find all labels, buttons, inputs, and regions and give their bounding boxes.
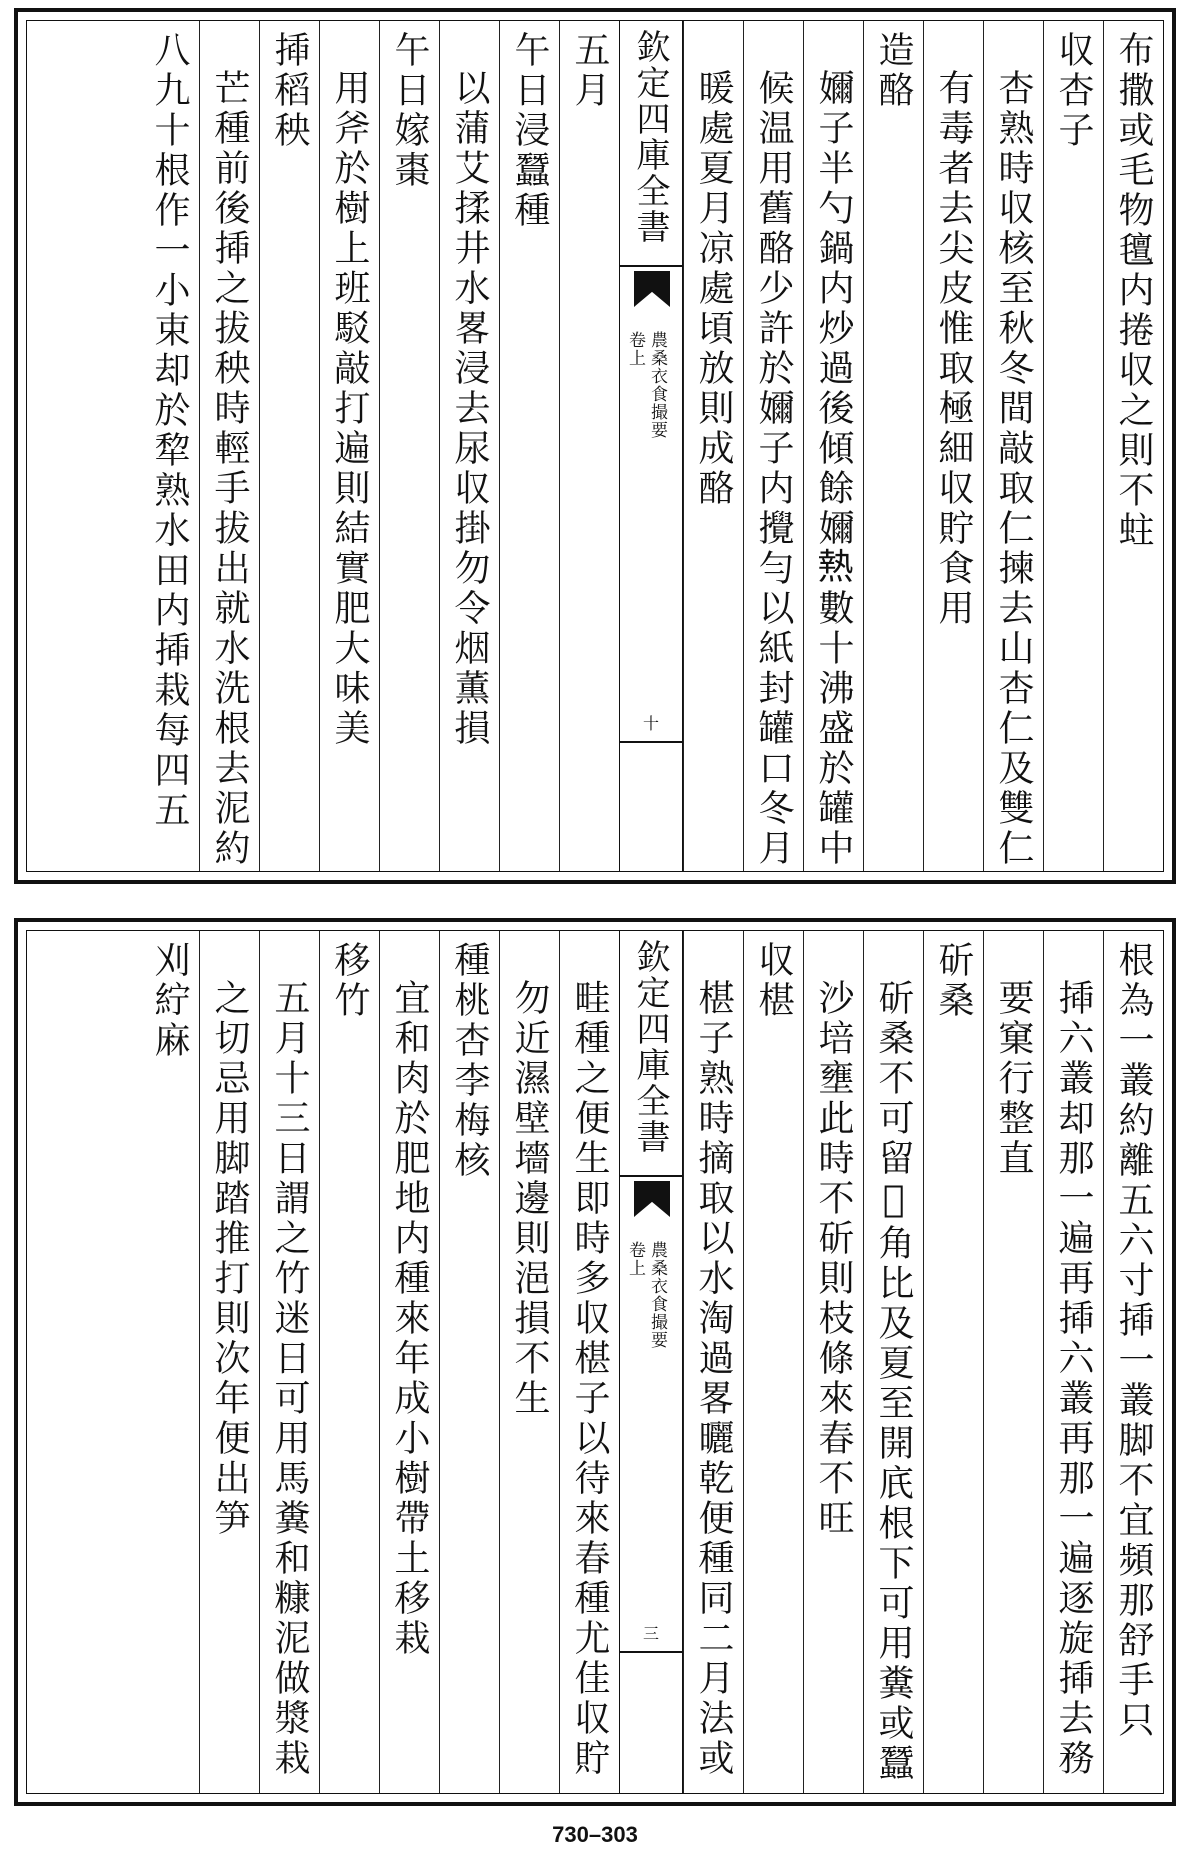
text-column: 八九十根作一小束却於犂熟水田内揷栽每四五	[149, 31, 190, 831]
text-column: 椹子熟時摘取以水淘過畧曬乾便種同二月法或	[683, 931, 743, 1793]
heading-column: 収杏子	[1043, 21, 1103, 871]
heading-column: 斫桑	[923, 931, 983, 1793]
text-column: 有毒者去尖皮惟取極細収貯食用	[923, 21, 983, 871]
text-column: 沙培壅此時不斫則枝條來春不旺	[803, 931, 863, 1793]
book-title: 欽定四庫全書	[630, 939, 670, 1155]
text-column: 布撒或毛物氊内捲収之則不蛀	[1103, 21, 1163, 871]
lower-page	[14, 918, 1176, 1806]
text-column: 候温用舊酪少許於嬭子内攪勻以紙封罐口冬月	[743, 21, 803, 871]
lower-page-frame	[26, 930, 1164, 1794]
heading-column: 刈紵麻	[149, 941, 190, 1061]
text-column: 畦種之便生即時多収椹子以待來春種尤佳収貯	[559, 931, 619, 1793]
text-column: 之切忌用脚踏推打則次年便出笋	[199, 931, 259, 1793]
text-column: 根為一叢約離五六寸揷一叢脚不宜頻那舒手只	[1103, 931, 1163, 1793]
fold-rule	[620, 1651, 682, 1653]
volume-label: 卷上	[625, 1241, 645, 1277]
text-column: 勿近濕壁墻邊則浥損不生	[499, 931, 559, 1793]
upper-columns	[27, 21, 1163, 871]
heading-column: 午日嫁棗	[379, 21, 439, 871]
page-number: 十	[642, 714, 659, 733]
text-column: 芒種前後揷之拔秧時輕手拔出就水洗根去泥約	[199, 21, 259, 871]
text-column: 以蒲艾揉井水畧浸去尿収掛勿令烟薫損	[439, 21, 499, 871]
fish-tail-mark	[634, 1181, 670, 1217]
heading-column: 午日浸蠶種	[499, 21, 559, 871]
text-column: 嬭子半勺鍋内炒過後傾餘嬭𤍠數十沸盛於罐中	[803, 21, 863, 871]
heading-column: 五月	[559, 21, 619, 871]
upper-page	[14, 8, 1176, 884]
page-fold-center	[619, 21, 683, 871]
heading-column: 造酪	[863, 21, 923, 871]
text-column: 暖處夏月凉處頃放則成酪	[683, 21, 743, 871]
text-column: 揷六叢却那一遍再揷六叢再那一遍逐旋揷去務	[1043, 931, 1103, 1793]
text-column: 杏熟時収核至秋冬間敲取仁揀去山杏仁及雙仁	[983, 21, 1043, 871]
work-title: 農桑衣食撮要	[647, 1241, 667, 1349]
heading-column: 揷稻秧	[259, 21, 319, 871]
text-column: 要窠行整直	[983, 931, 1043, 1793]
heading-column: 移竹	[319, 931, 379, 1793]
book-title: 欽定四庫全書	[630, 29, 670, 245]
fold-rule	[620, 265, 682, 267]
work-title: 農桑衣食撮要	[647, 331, 667, 439]
upper-page-frame	[26, 20, 1164, 872]
text-column: 五月十三日謂之竹迷日可用馬糞和糠泥做漿栽	[259, 931, 319, 1793]
heading-column: 種桃杏李梅核	[439, 931, 499, 1793]
fish-tail-mark	[634, 271, 670, 307]
heading-column: 収椹	[743, 931, 803, 1793]
fold-rule	[620, 741, 682, 743]
fold-rule	[620, 1175, 682, 1177]
text-column: 用斧於樹上班駁敲打遍則結實肥大味美	[319, 21, 379, 871]
scan-page-number: 730–303	[552, 1822, 638, 1847]
page-fold-center	[619, 931, 683, 1793]
volume-label: 卷上	[625, 331, 645, 367]
lower-columns	[27, 931, 1163, 1793]
page-number: 三	[642, 1624, 659, 1643]
text-column: 宜和肉於肥地内種來年成小樹帶土移栽	[379, 931, 439, 1793]
text-column: 斫桑不可留𣗥角比及夏至開㡳根下可用糞或蠶	[863, 931, 923, 1793]
